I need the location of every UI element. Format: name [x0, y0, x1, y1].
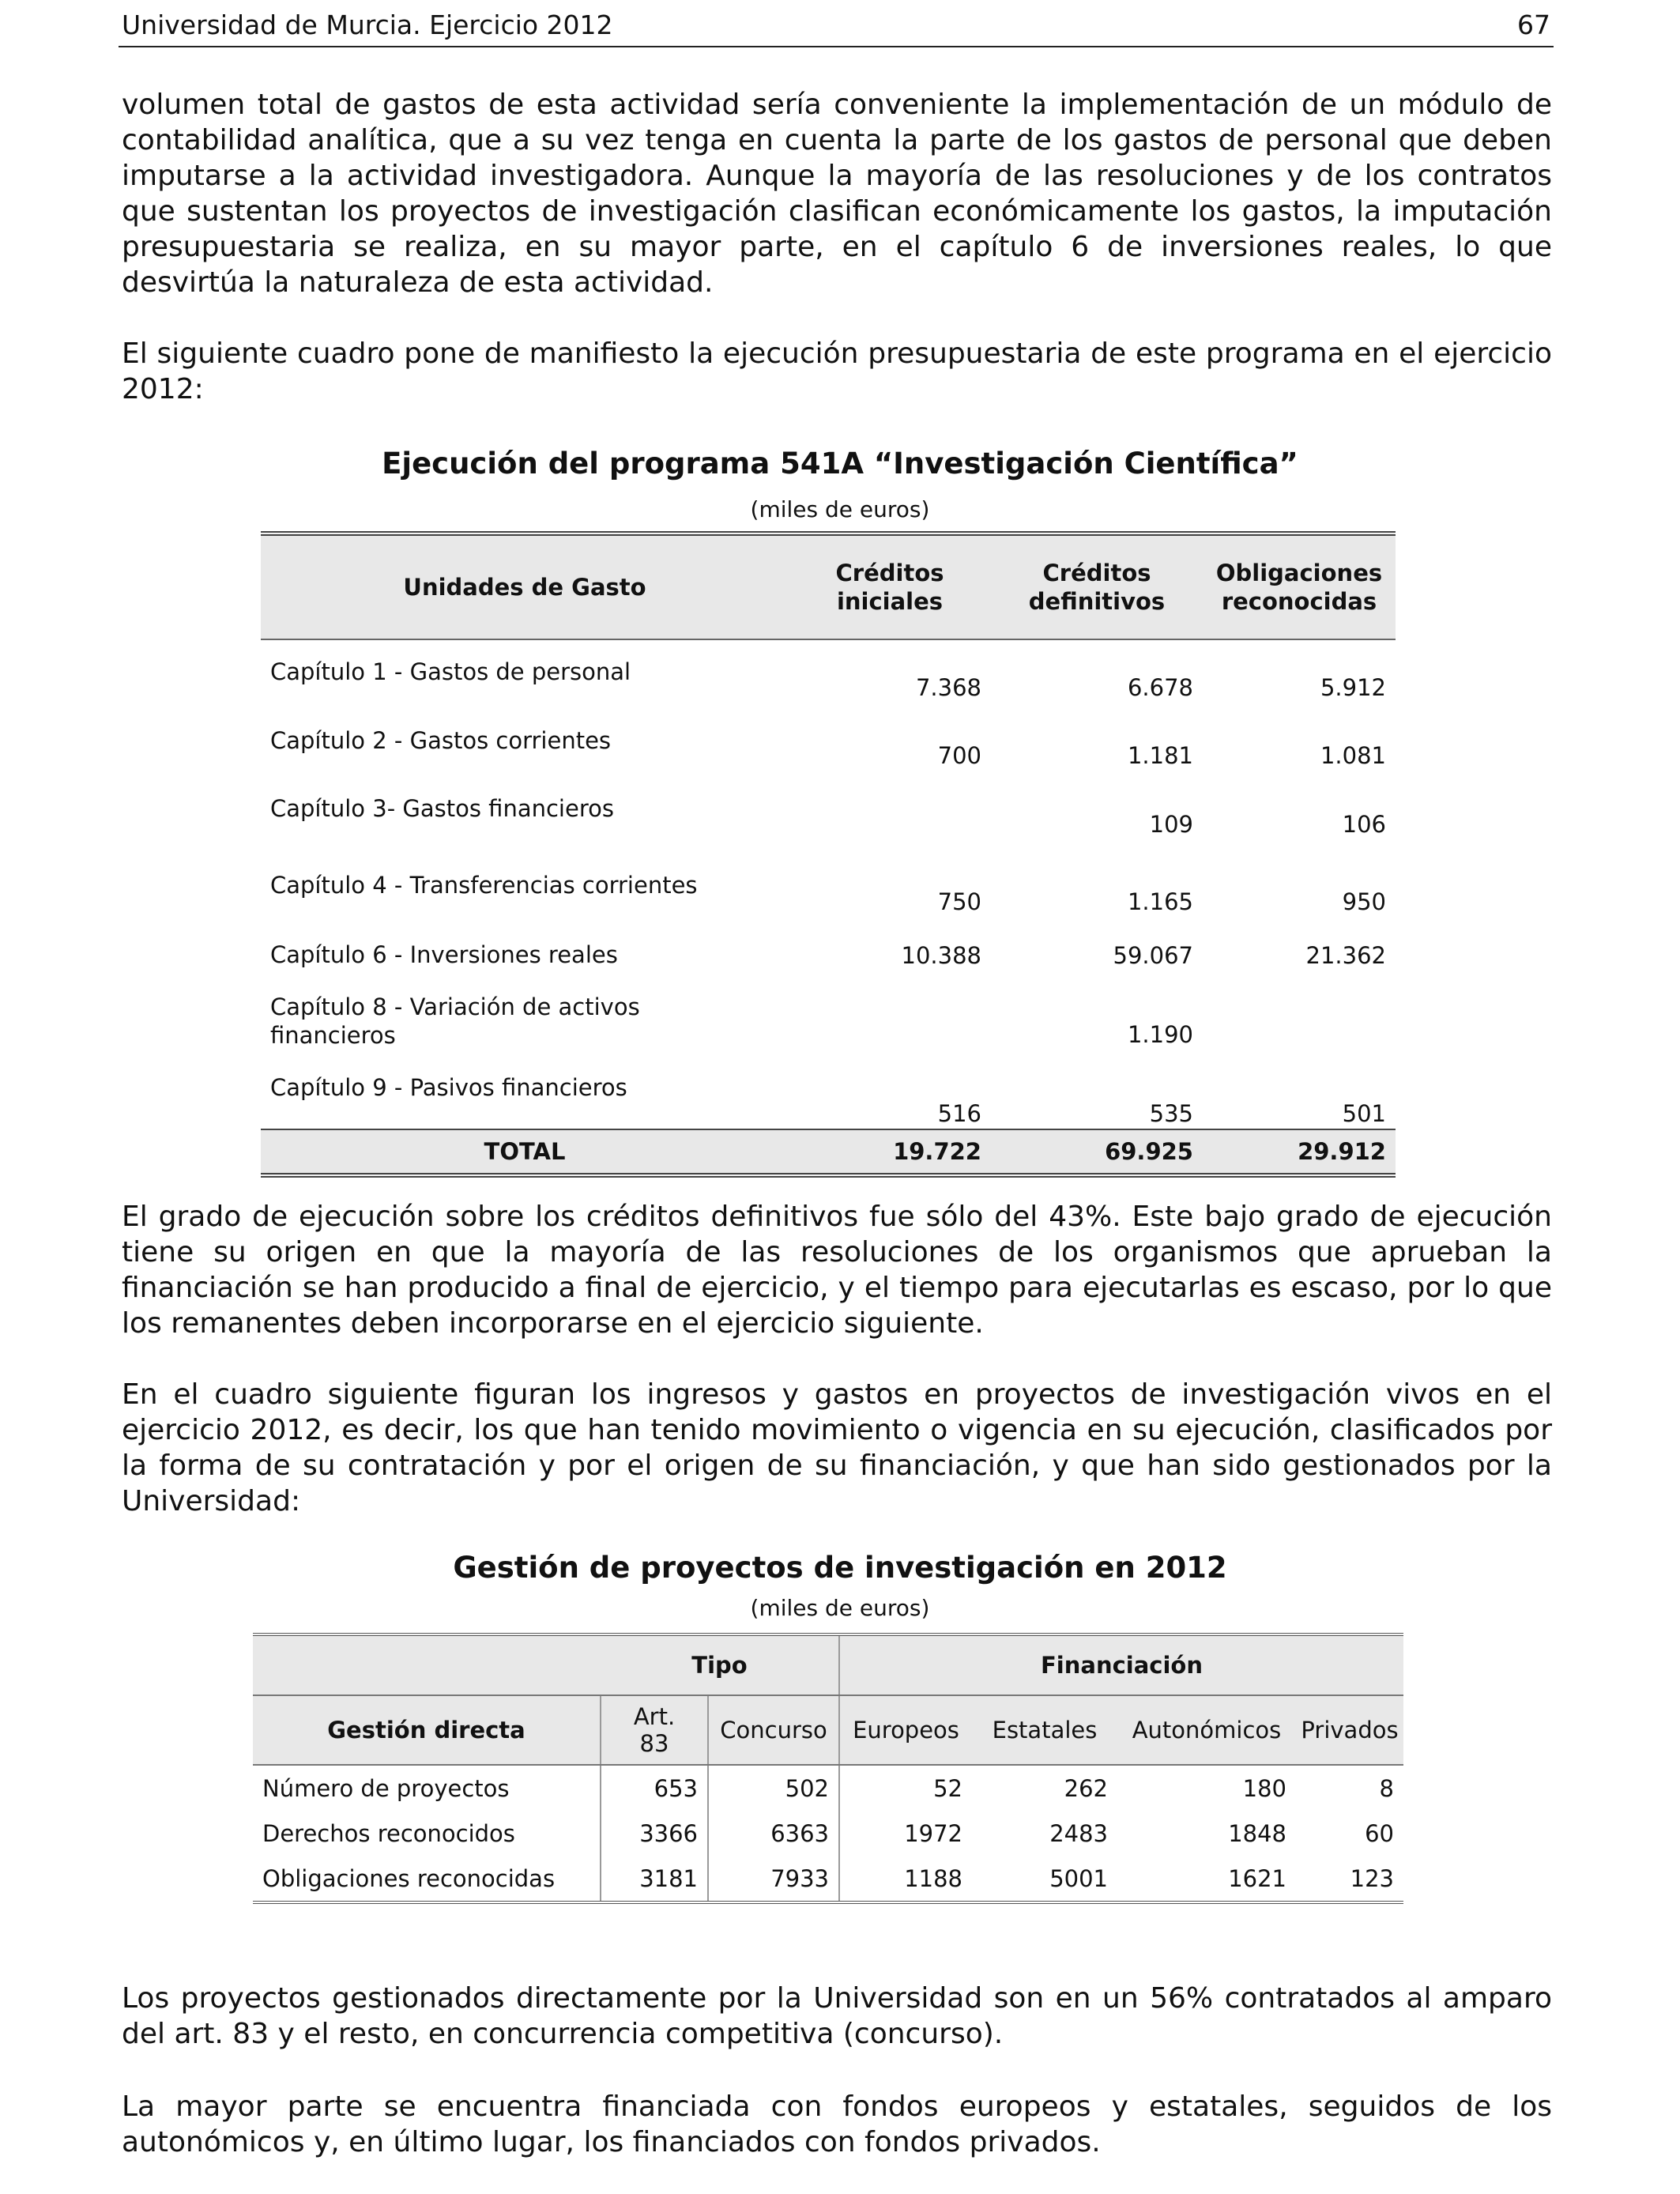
- table-row: [261, 923, 1396, 986]
- row-label: Capítulo 2 - Gastos corrientes: [270, 727, 612, 754]
- table1-title: Ejecución del programa 541A “Investigación Científica”: [382, 447, 1298, 481]
- paragraph-art83-share: Los proyectos gestionados directamente por la Universidad son en un 56% contratados al amparo del art. 83 y el resto, en concurrencia competitiva (concurso).: [122, 1982, 1552, 2050]
- table-row: [261, 986, 1396, 1056]
- page-number: 67: [1517, 9, 1550, 40]
- table-row: [261, 777, 1396, 846]
- running-header: [119, 6, 1554, 47]
- row-label: Derechos reconocidos: [262, 1819, 515, 1847]
- paragraph-projects-intro: En el cuadro siguiente figuran los ingresos y gastos en proyectos de investigación vivos en el ejercicio 2012, es decir, los que han tenido movimiento o vigencia en su ejecución, clasificados por la forma de su contratación y por el origen de su financiación, y que han sido gestionados por la Universidad:: [122, 1378, 1552, 1517]
- table-row: [261, 846, 1396, 923]
- cell-estatales: 5001: [972, 1856, 1117, 1902]
- cell-obligaciones: 106: [1342, 811, 1386, 838]
- group-header-financiacion: Financiación: [839, 1634, 1403, 1695]
- cell-definitivos: 1.165: [1127, 888, 1193, 915]
- col-header-estatales: Estatales: [972, 1695, 1117, 1765]
- cell-definitivos: 535: [1149, 1100, 1193, 1127]
- cell-obligaciones: 501: [1342, 1100, 1386, 1127]
- group-header-row: [253, 1634, 1403, 1695]
- group-header-tipo: Tipo: [601, 1634, 839, 1695]
- cell-iniciales: 700: [937, 742, 981, 769]
- cell-iniciales: 10.388: [901, 942, 981, 969]
- cell-autonomicos: 1848: [1228, 1819, 1286, 1847]
- table-row: [253, 1811, 1403, 1856]
- cell-iniciales: [789, 986, 991, 1056]
- table1-unit: (miles de euros): [750, 496, 930, 522]
- col-header-obligaciones: Obligaciones reconocidas: [1203, 533, 1396, 639]
- sub-header-row: [253, 1695, 1403, 1765]
- total-iniciales: 19.722: [789, 1129, 991, 1175]
- cell-obligaciones: [1203, 986, 1396, 1056]
- col-header-creditos-iniciales: Créditos iniciales: [789, 533, 991, 639]
- cell-art83: 3366: [601, 1811, 708, 1856]
- cell-privados: 123: [1296, 1856, 1403, 1902]
- table-row: [253, 1765, 1403, 1811]
- cell-autonomicos: 1621: [1117, 1856, 1296, 1902]
- cell-art83: 653: [601, 1765, 708, 1811]
- row-label: Capítulo 3- Gastos financieros: [270, 795, 614, 822]
- cell-estatales: 262: [1064, 1774, 1108, 1802]
- cell-autonomicos: 180: [1242, 1774, 1286, 1802]
- total-label: TOTAL: [261, 1129, 789, 1175]
- table2-unit: (miles de euros): [750, 1595, 930, 1621]
- cell-obligaciones: 5.912: [1320, 674, 1386, 701]
- budget-execution-table: [261, 531, 1396, 1178]
- paragraph-analytical-accounting: volumen total de gastos de esta actividad sería conveniente la implementación de un módulo de contabilidad analítica, que a su vez tenga en cuenta la parte de los gastos de personal que deben imputarse a la actividad investigadora. Aunque la mayoría de las resoluciones y de los contratos que sustentan los proyectos de investigación clasifican económicamente los gastos, la imputación presupuestaria se realiza, en su mayor parte, en el capítulo 6 de inversiones reales, lo que desvirtúa la naturaleza de esta actividad.: [122, 89, 1552, 299]
- cell-definitivos: 1.181: [1127, 742, 1193, 769]
- cell-definitivos: 109: [1149, 811, 1193, 838]
- cell-europeos: 1972: [839, 1811, 972, 1856]
- header-title: Universidad de Murcia. Ejercicio 2012: [122, 9, 613, 40]
- cell-obligaciones: 1.081: [1320, 742, 1386, 769]
- cell-definitivos: 1.190: [1127, 1021, 1193, 1048]
- table-row: [261, 1056, 1396, 1129]
- cell-concurso: 502: [708, 1765, 839, 1811]
- cell-iniciales: [789, 777, 991, 846]
- table-row: [261, 639, 1396, 709]
- row-label: Obligaciones reconocidas: [253, 1856, 601, 1902]
- row-label: Capítulo 9 - Pasivos financieros: [270, 1074, 627, 1101]
- table2-title: Gestión de proyectos de investigación en 2012: [453, 1551, 1227, 1585]
- cell-obligaciones: 950: [1342, 888, 1386, 915]
- total-row: [261, 1129, 1396, 1175]
- cell-art83: 3181: [601, 1856, 708, 1902]
- cell-privados: 8: [1379, 1774, 1394, 1802]
- cell-obligaciones: 21.362: [1305, 942, 1386, 969]
- paragraph-execution-degree: El grado de ejecución sobre los créditos definitivos fue sólo del 43%. Este bajo grado de ejecución tiene su origen en que la mayoría de las resoluciones de los organismos que aprueban la financiación se han producido a final de ejercicio, y el tiempo para ejecutarlas es escaso, por lo que los remanentes deben incorporarse en el ejercicio siguiente.: [122, 1201, 1552, 1340]
- col-header-gestion-directa: Gestión directa: [253, 1695, 601, 1765]
- paragraph-table-intro: El siguiente cuadro pone de manifiesto la ejecución presupuestaria de este programa en el ejercicio 2012:: [122, 337, 1552, 405]
- cell-estatales: 2483: [1049, 1819, 1108, 1847]
- col-header-creditos-definitivos: Créditos definitivos: [991, 533, 1203, 639]
- row-label: Número de proyectos: [262, 1774, 510, 1802]
- table-row: [253, 1856, 1403, 1902]
- cell-concurso: 7933: [708, 1856, 839, 1902]
- col-header-art83: Art. 83: [601, 1695, 708, 1765]
- research-projects-table: [253, 1633, 1403, 1904]
- total-obligaciones: 29.912: [1203, 1129, 1396, 1175]
- table-header-row: [261, 533, 1396, 639]
- cell-concurso: 6363: [708, 1811, 839, 1856]
- cell-europeos: 1188: [839, 1856, 972, 1902]
- row-label: Capítulo 6 - Inversiones reales: [270, 941, 618, 968]
- col-header-privados: Privados: [1296, 1695, 1403, 1765]
- col-header-unidades: Unidades de Gasto: [261, 533, 789, 639]
- row-label: Capítulo 1 - Gastos de personal: [270, 658, 631, 685]
- group-header-empty: [253, 1634, 601, 1695]
- paragraph-funding-sources: La mayor parte se encuentra financiada con fondos europeos y estatales, seguidos de los autonómicos y, en último lugar, los financiados con fondos privados.: [122, 2090, 1552, 2158]
- cell-iniciales: 750: [937, 888, 981, 915]
- col-header-europeos: Europeos: [839, 1695, 972, 1765]
- cell-iniciales: 7.368: [915, 674, 981, 701]
- col-header-concurso: Concurso: [708, 1695, 839, 1765]
- table-row: [261, 709, 1396, 777]
- cell-privados: 60: [1365, 1819, 1394, 1847]
- total-definitivos: 69.925: [991, 1129, 1203, 1175]
- row-label: Capítulo 8 - Variación de activos financieros: [270, 993, 640, 1049]
- cell-europeos: 52: [839, 1765, 972, 1811]
- cell-definitivos: 6.678: [1127, 674, 1193, 701]
- cell-definitivos: 59.067: [1113, 942, 1193, 969]
- cell-iniciales: 516: [937, 1100, 981, 1127]
- row-label: Capítulo 4 - Transferencias corrientes: [270, 872, 698, 899]
- col-header-autonomicos: Autonómicos: [1117, 1695, 1296, 1765]
